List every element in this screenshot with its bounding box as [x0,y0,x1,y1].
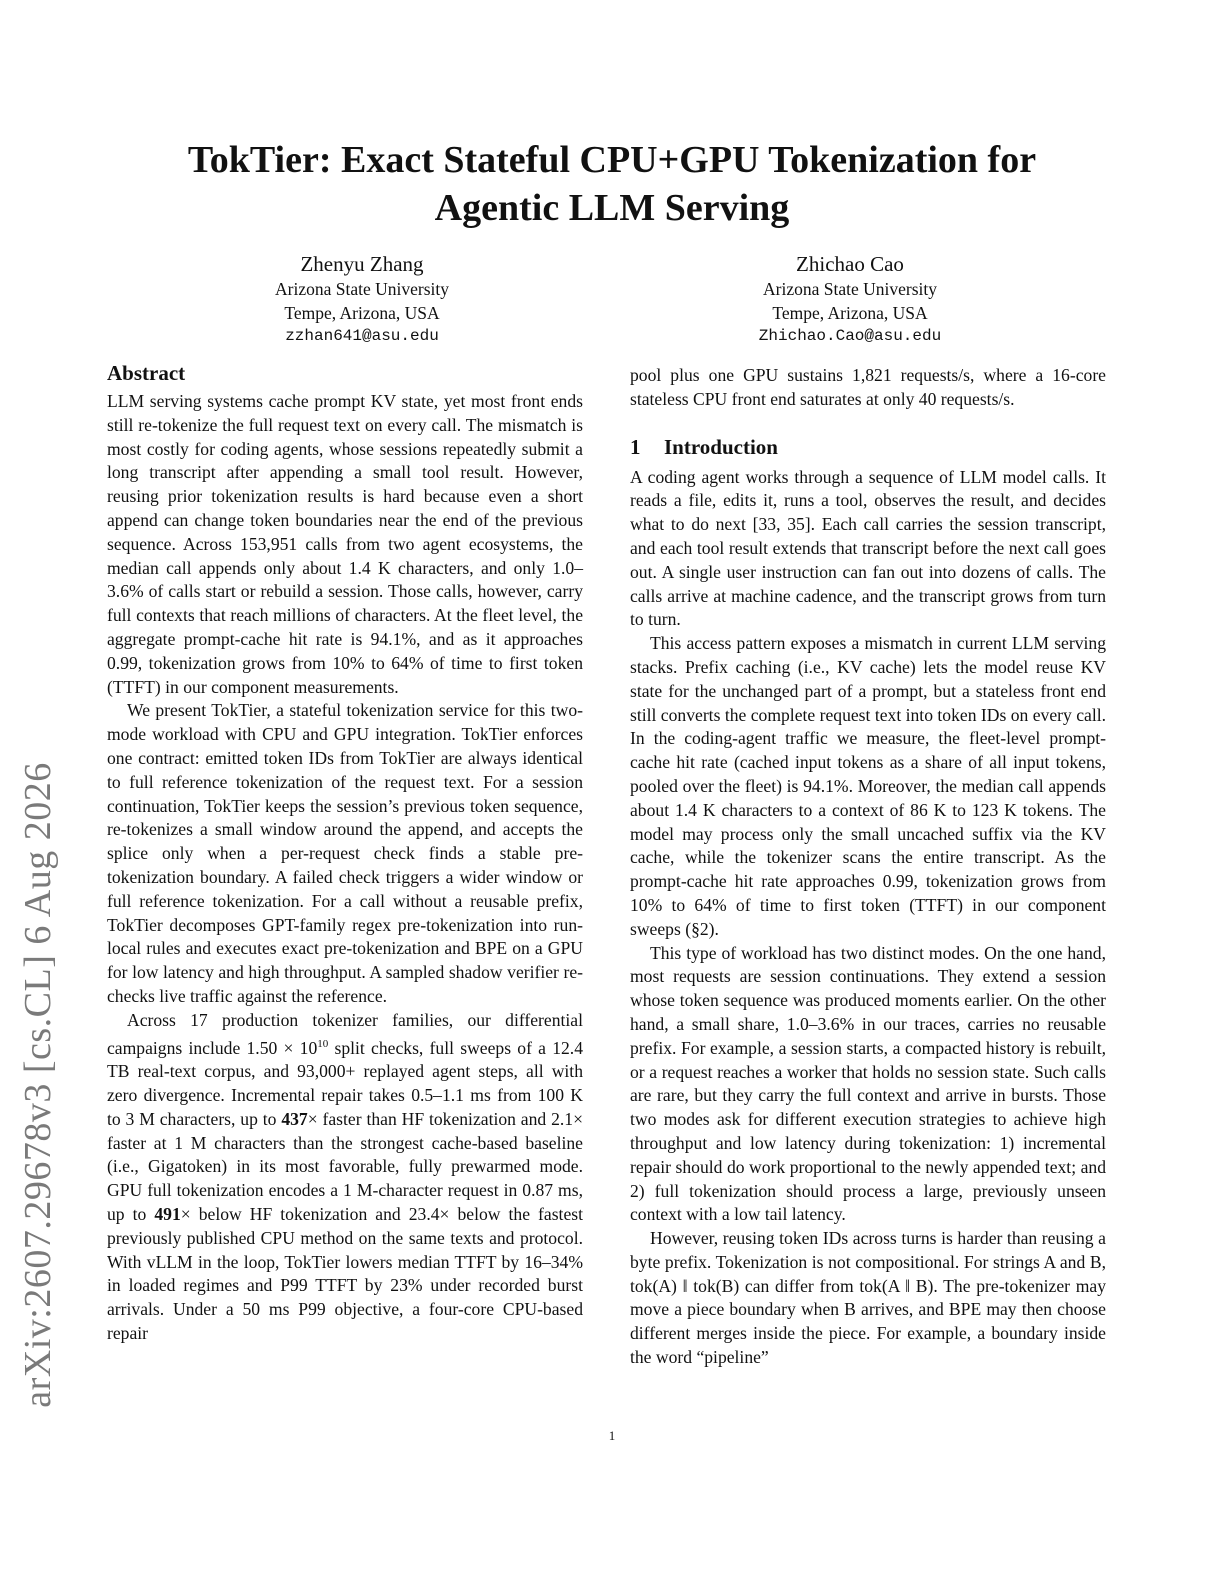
text-run: Across 17 production tokenizer families, our differential campaigns include 1.50 × 10 [107,1009,583,1058]
intro-paragraph-3: This type of workload has two distinct modes. On the one hand, most requests are session continuations. They extend a session whose token sequence was produced moments earlier. On the other hand, a small share, 1.0–3.6% in our traces, carries no reusable prefix. For example, a session starts, a compacted history is rebuilt, or a request reaches a worker that holds no session state. Such calls are rare, but they carry the full context and arrive in bursts. Those two modes ask for different execution strategies to achieve high throughput and low latency during tokenization: 1) incremental repair should do work proportional to the newly appended text; and 2) full tokenization should process a large, previously unseen context with a low tail latency. [630,942,1106,1225]
abstract-continuation: pool plus one GPU sustains 1,821 requests/s, where a 16-core stateless CPU front end saturates at only 40 requests/s. [630,365,1106,409]
title-line-2: Agentic LLM Serving [434,187,790,229]
superscript: 10 [317,1037,329,1050]
author-affiliation: Arizona State University [275,279,449,299]
author-location: Tempe, Arizona, USA [772,302,928,323]
section-title: Introduction [664,434,778,459]
section-number: 1 [630,434,641,459]
page-number: 1 [608,1428,616,1443]
bold-value: 491 [154,1203,181,1224]
intro-paragraph-2: This access pattern exposes a mismatch in current LLM serving stacks. Prefix caching (i.e., KV cache) lets the model reuse KV state for the unchanged part of a prompt, but a stateless front end still converts the complete request text into token IDs on every call. In the coding-agent traffic we measure, the fleet-level prompt-cache hit rate (cached input tokens as a share of all input tokens, pooled over the fleet) is 94.1%. Moreover, the median call appends about 1.4 K characters to a context of 86 K to 123 K tokens. The model may process only the small uncached suffix via the KV cache, while the tokenizer scans the entire transcript. As the prompt-cache hit rate approaches 0.99, tokenization grows from 10% to 64% of time to first token (TTFT) in our component sweeps (§2). [630,633,1106,939]
author-name: Zhenyu Zhang [300,252,424,276]
bold-value: 437 [281,1108,308,1129]
author-block-2 [650,250,1050,349]
author-location: Tempe, Arizona, USA [284,302,440,323]
author-block-1 [162,250,562,349]
abstract-paragraph-2: We present TokTier, a stateful tokenization service for this two-mode workload with CPU and GPU integration. TokTier enforces one contract: emitted token IDs from TokTier are always identical to full reference tokenization of the request text. For a session continuation, TokTier keeps the session’s previous token sequence, re-tokenizes a small window around the append, and accepts the splice only when a per-request check finds a stable pre-tokenization boundary. A failed check triggers a wider window or full reference tokenization. For a call without a reusable prefix, TokTier decomposes GPT-family regex pre-tokenization into run-local rules and executes exact pre-tokenization and BPE on a GPU for low latency and high throughput. A sampled shadow verifier re-checks live traffic against the reference. [107,700,583,1006]
author-email[interactable]: zzhan641@asu.edu [285,327,439,345]
intro-paragraph-4: However, reusing token IDs across turns is harder than reusing a byte prefix. Tokenization is not compositional. For strings A and B, tok(A) ‖ tok(B) can differ from tok(A ‖ B). The pre-tokenizer may move a piece boundary when B arrives, and BPE may then choose different merges inside the piece. For example, a boundary inside the word “pipeline” [630,1228,1106,1368]
paper-title [100,136,1124,232]
text-run: × faster than HF tokenization and 2.1× faster at 1 M characters than the strongest cache-based baseline (i.e., Gigatoken) in its most favorable, fully prewarmed mode. GPU full tokenization encodes a 1 M-character request in 0.87 ms, up to [107,1108,583,1224]
abstract-paragraph-3 [107,1009,583,1346]
abstract-heading: Abstract [107,361,186,385]
title-line-1: TokTier: Exact Stateful CPU+GPU Tokenization for [187,139,1037,181]
section-heading [630,434,1106,460]
author-affiliation: Arizona State University [763,279,937,299]
author-name: Zhichao Cao [796,252,904,276]
abstract-paragraph-1: LLM serving systems cache prompt KV state, yet most front ends still re-tokenize the full request text on every call. The mismatch is most costly for coding agents, whose sessions repeatedly submit a long transcript after appending a small tool result. However, reusing prior tokenization results is hard because even a short append can change token boundaries near the end of the previous sequence. Across 153,951 calls from two agent ecosystems, the median call appends only about 1.4 K characters, and only 1.0–3.6% of calls start or rebuild a session. Those calls, however, carry full contexts that reach millions of characters. At the fleet level, the aggregate prompt-cache hit rate is 94.1%, and as it approaches 0.99, tokenization grows from 10% to 64% of time to first token (TTFT) in our component measurements. [107,391,583,697]
author-email[interactable]: Zhichao.Cao@asu.edu [758,327,942,345]
intro-paragraph-1: A coding agent works through a sequence of LLM model calls. It reads a file, edits it, runs a tool, observes the result, and decides what to do next [33, 35]. Each call carries the session transcript, and each tool result extends that transcript before the next call goes out. A single user instruction can fan out into dozens of calls. The calls arrive at machine cadence, and the transcript grows from turn to turn. [630,466,1106,630]
arxiv-identifier: arXiv:2607.29678v3 [cs.CL] 6 Aug 2026 [17,762,59,1408]
right-column [630,364,1106,1370]
left-column [107,360,583,1346]
text-run: × below HF tokenization and 23.4× below the fastest previously published CPU method on the same texts and protocol. With vLLM in the loop, TokTier lowers median TTFT by 16–34% in loaded regimes and P99 TTFT by 23% under recorded burst arrivals. Under a 50 ms P99 objective, a four-core CPU-based repair [107,1203,583,1343]
text-run: split checks, full sweeps of a 12.4 TB real-text corpus, and 93,000+ replayed agent steps, all with zero divergence. Incremental repair takes 0.5–1.1 ms from 100 K to 3 M characters, up to [107,1037,584,1129]
